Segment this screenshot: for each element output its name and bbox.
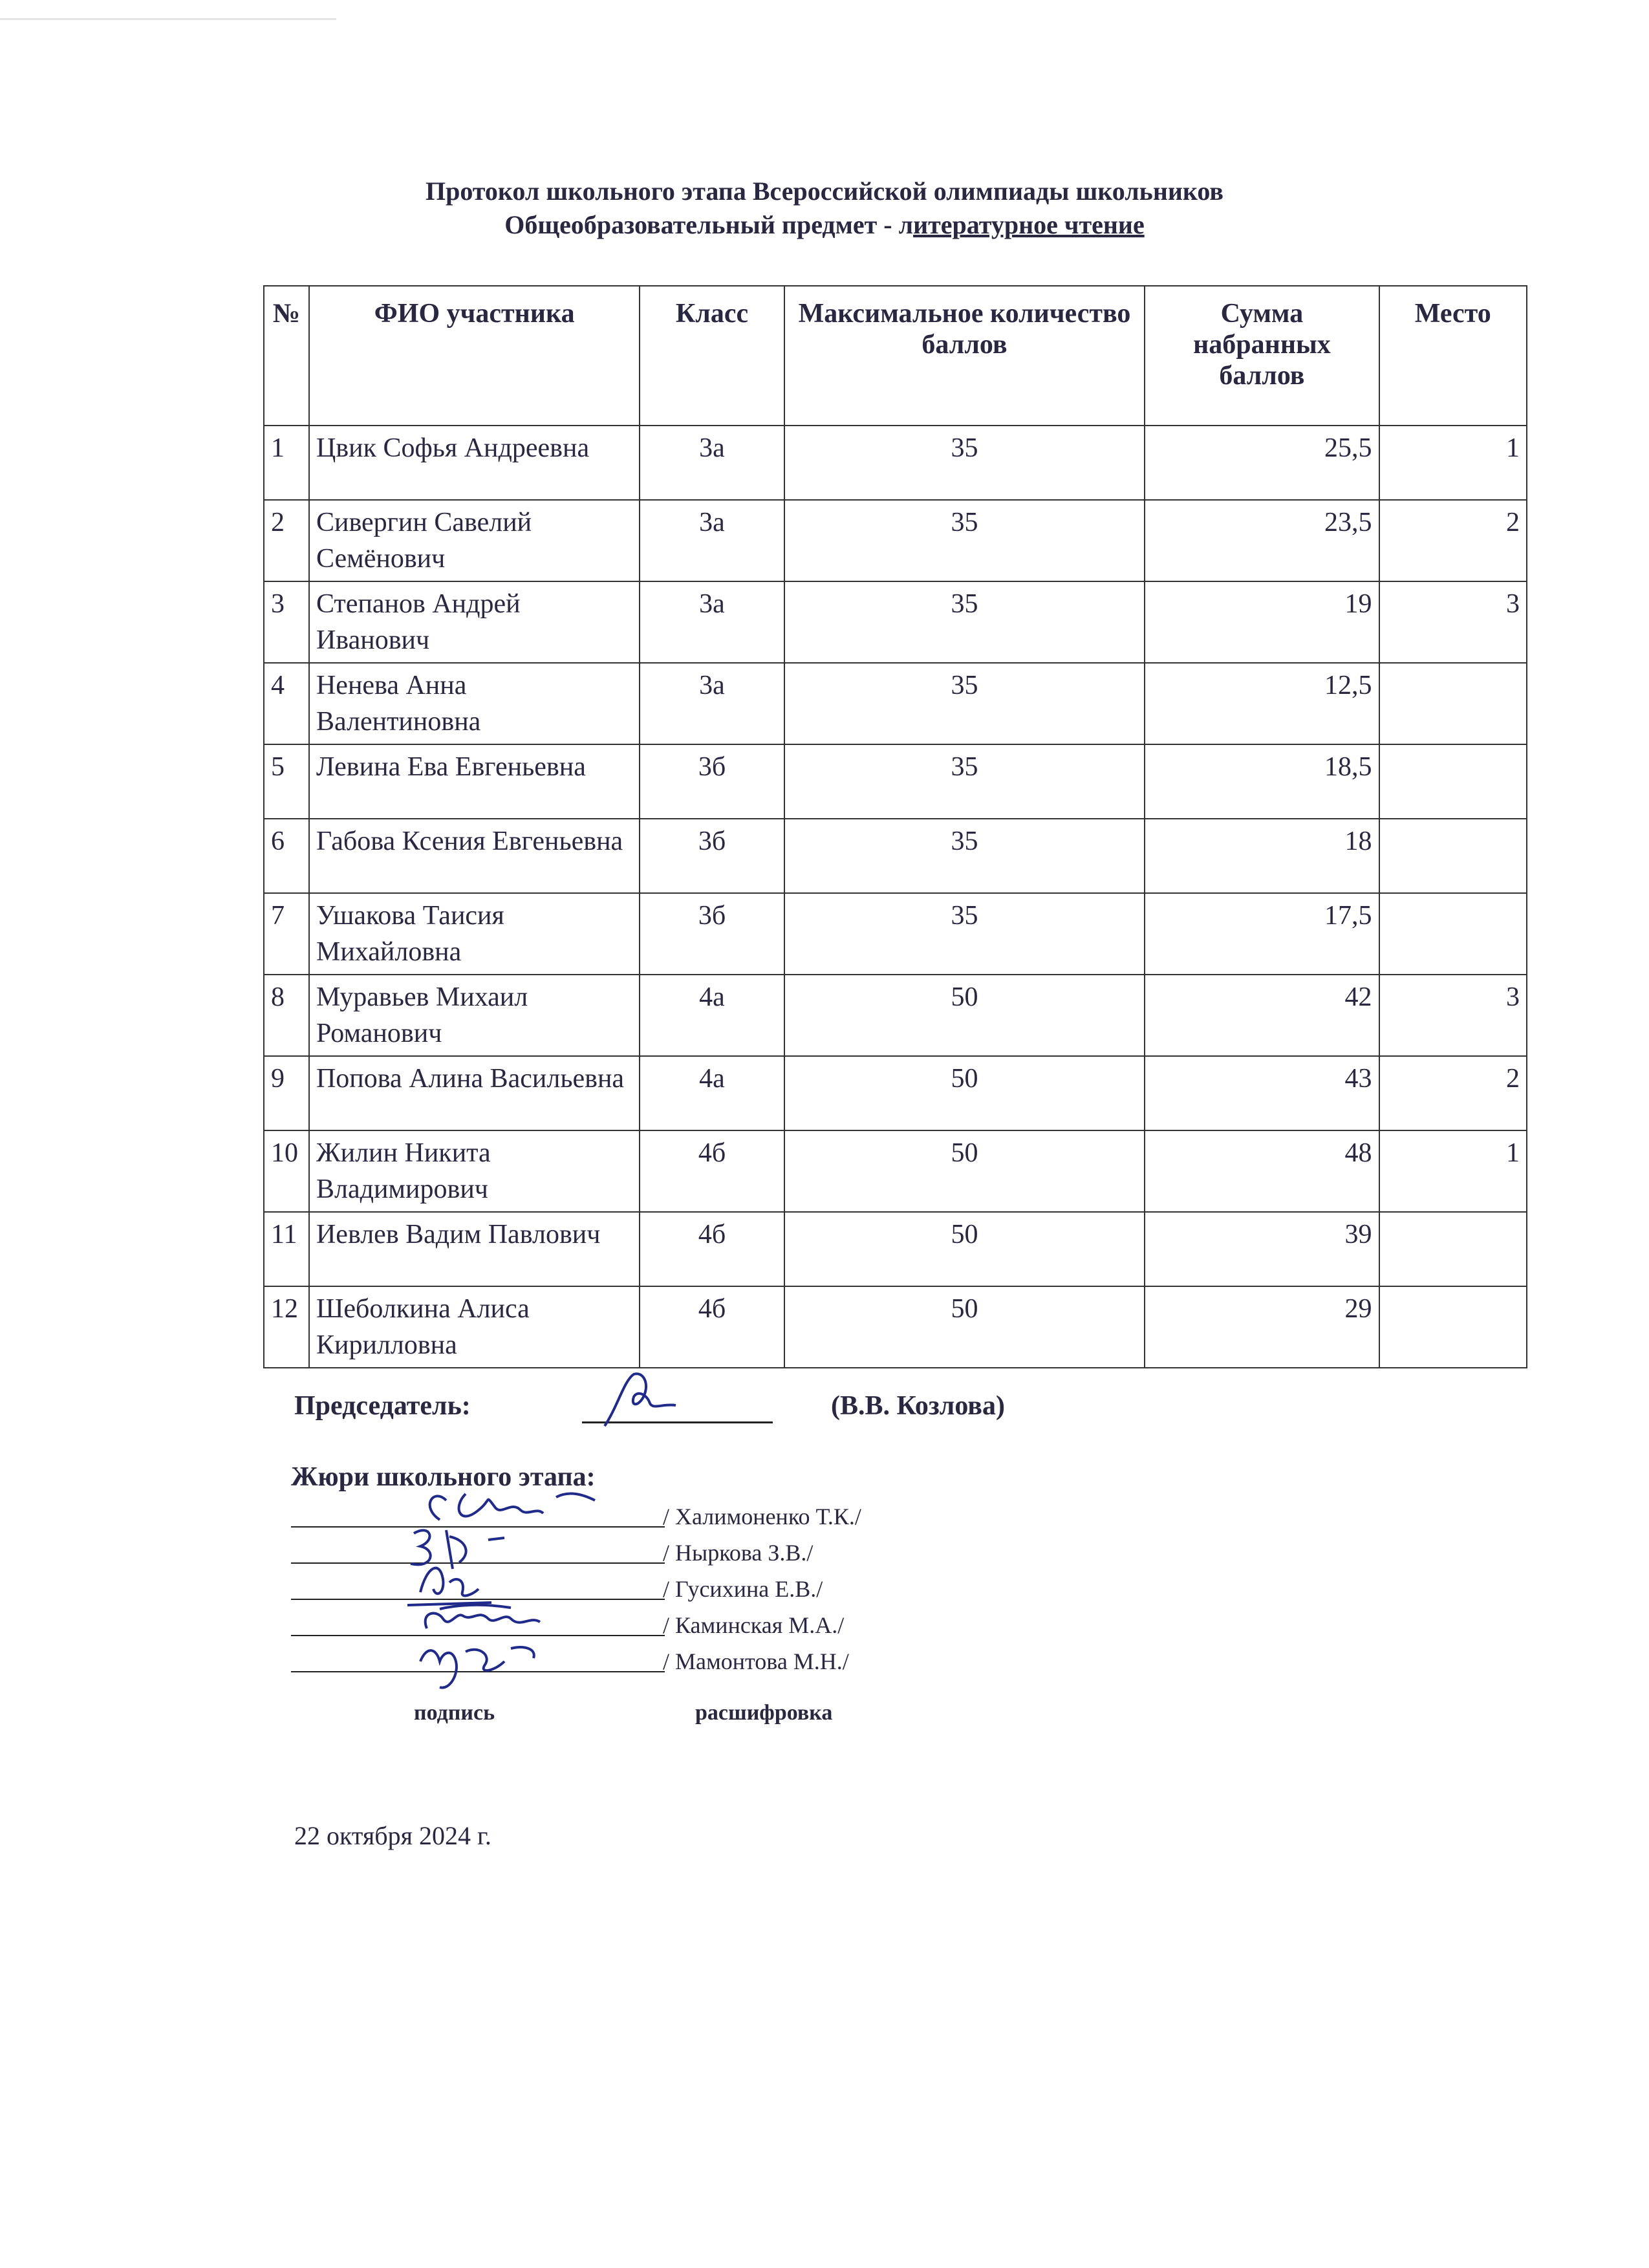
row-num: 4 bbox=[264, 663, 309, 744]
row-num: 12 bbox=[264, 1286, 309, 1368]
jury-member: / Гусихина Е.В./ bbox=[663, 1576, 823, 1602]
document-date: 22 октября 2024 г. bbox=[294, 1821, 491, 1850]
participant-name: Левина Ева Евгеньевна bbox=[309, 744, 640, 819]
max-score: 50 bbox=[784, 975, 1145, 1056]
participant-name: Габова Ксения Евгеньевна bbox=[309, 819, 640, 893]
table-row bbox=[264, 744, 1527, 819]
header-class: Класс bbox=[640, 286, 784, 426]
max-score: 50 bbox=[784, 1056, 1145, 1130]
table-row bbox=[264, 819, 1527, 893]
table-row bbox=[264, 1212, 1527, 1286]
max-score: 35 bbox=[784, 893, 1145, 975]
participant-name: Ушакова Таисия Михайловна bbox=[309, 893, 640, 975]
table-row bbox=[264, 1286, 1527, 1368]
row-num: 8 bbox=[264, 975, 309, 1056]
place: 3 bbox=[1379, 581, 1527, 663]
table-row bbox=[264, 1056, 1527, 1130]
scan-edge-mark bbox=[0, 18, 336, 20]
header-place: Место bbox=[1379, 286, 1527, 426]
max-score: 50 bbox=[784, 1286, 1145, 1368]
place: 3 bbox=[1379, 975, 1527, 1056]
participant-name: Шеболкина Алиса Кирилловна bbox=[309, 1286, 640, 1368]
jury-title: Жюри школьного этапа: bbox=[291, 1462, 596, 1492]
participant-class: 3б bbox=[640, 819, 784, 893]
participant-name: Цвик Софья Андреевна bbox=[309, 426, 640, 500]
table-row bbox=[264, 663, 1527, 744]
participant-class: 3б bbox=[640, 893, 784, 975]
score-total: 25,5 bbox=[1145, 426, 1379, 500]
header-sum: Сумма набранных баллов bbox=[1145, 286, 1379, 426]
max-score: 50 bbox=[784, 1130, 1145, 1212]
score-total: 17,5 bbox=[1145, 893, 1379, 975]
table-row bbox=[264, 893, 1527, 975]
participant-class: 4а bbox=[640, 975, 784, 1056]
table-row bbox=[264, 500, 1527, 581]
row-num: 1 bbox=[264, 426, 309, 500]
max-score: 50 bbox=[784, 1212, 1145, 1286]
row-num: 3 bbox=[264, 581, 309, 663]
max-score: 35 bbox=[784, 500, 1145, 581]
document-title bbox=[0, 175, 1649, 242]
title-line-1: Протокол школьного этапа Всероссийской олимпиады школьников bbox=[425, 177, 1224, 206]
score-total: 18,5 bbox=[1145, 744, 1379, 819]
max-score: 35 bbox=[784, 581, 1145, 663]
participant-class: 4б bbox=[640, 1130, 784, 1212]
table-row bbox=[264, 581, 1527, 663]
participant-class: 4а bbox=[640, 1056, 784, 1130]
jury-member: / Каминская М.А./ bbox=[663, 1612, 845, 1638]
title-line-2 bbox=[0, 208, 1649, 242]
max-score: 35 bbox=[784, 744, 1145, 819]
participant-class: 3а bbox=[640, 581, 784, 663]
score-total: 39 bbox=[1145, 1212, 1379, 1286]
row-num: 9 bbox=[264, 1056, 309, 1130]
table-header-row bbox=[264, 286, 1527, 426]
participant-name: Иевлев Вадим Павлович bbox=[309, 1212, 640, 1286]
jury-member: / Мамонтова М.Н./ bbox=[663, 1648, 849, 1674]
participant-class: 3б bbox=[640, 744, 784, 819]
chair-signature bbox=[598, 1368, 689, 1440]
chair-name: (В.В. Козлова) bbox=[831, 1391, 1005, 1421]
signature-legend bbox=[0, 1701, 905, 1733]
table-row bbox=[264, 975, 1527, 1056]
participant-name: Сивергин Савелий Семёнович bbox=[309, 500, 640, 581]
row-num: 11 bbox=[264, 1212, 309, 1286]
place bbox=[1379, 1286, 1527, 1368]
row-num: 2 bbox=[264, 500, 309, 581]
participant-name: Муравьев Михаил Романович bbox=[309, 975, 640, 1056]
participant-name: Жилин Никита Владимирович bbox=[309, 1130, 640, 1212]
participant-name: Ненева Анна Валентиновна bbox=[309, 663, 640, 744]
score-total: 43 bbox=[1145, 1056, 1379, 1130]
row-num: 6 bbox=[264, 819, 309, 893]
score-total: 48 bbox=[1145, 1130, 1379, 1212]
max-score: 35 bbox=[784, 426, 1145, 500]
signature-label: подпись bbox=[414, 1701, 495, 1725]
place bbox=[1379, 744, 1527, 819]
participant-class: 4б bbox=[640, 1212, 784, 1286]
place bbox=[1379, 819, 1527, 893]
header-num: № bbox=[264, 286, 309, 426]
participant-class: 4б bbox=[640, 1286, 784, 1368]
participant-name: Попова Алина Васильевна bbox=[309, 1056, 640, 1130]
participant-class: 3а bbox=[640, 500, 784, 581]
place: 1 bbox=[1379, 1130, 1527, 1212]
participant-name: Степанов Андрей Иванович bbox=[309, 581, 640, 663]
place bbox=[1379, 893, 1527, 975]
subject-prefix: Общеобразовательный предмет - л bbox=[504, 210, 914, 239]
table-row bbox=[264, 426, 1527, 500]
jury-member: / Халимоненко Т.К./ bbox=[663, 1504, 861, 1529]
header-max: Максимальное количество баллов bbox=[784, 286, 1145, 426]
max-score: 35 bbox=[784, 819, 1145, 893]
place bbox=[1379, 1212, 1527, 1286]
participant-class: 3а bbox=[640, 426, 784, 500]
place bbox=[1379, 663, 1527, 744]
score-total: 23,5 bbox=[1145, 500, 1379, 581]
score-total: 18 bbox=[1145, 819, 1379, 893]
jury-signature bbox=[382, 1626, 588, 1700]
score-total: 19 bbox=[1145, 581, 1379, 663]
score-total: 12,5 bbox=[1145, 663, 1379, 744]
row-num: 5 bbox=[264, 744, 309, 819]
row-num: 7 bbox=[264, 893, 309, 975]
decode-label: расшифровка bbox=[695, 1701, 833, 1725]
score-total: 29 bbox=[1145, 1286, 1379, 1368]
place: 2 bbox=[1379, 1056, 1527, 1130]
jury-signatures bbox=[291, 1500, 1067, 1681]
max-score: 35 bbox=[784, 663, 1145, 744]
row-num: 10 bbox=[264, 1130, 309, 1212]
score-total: 42 bbox=[1145, 975, 1379, 1056]
jury-member: / Ныркова З.В./ bbox=[663, 1540, 814, 1566]
jury-row bbox=[291, 1645, 1067, 1681]
results-table bbox=[263, 285, 1527, 1368]
subject-name: итературное чтение bbox=[913, 210, 1145, 239]
place: 2 bbox=[1379, 500, 1527, 581]
header-name: ФИО участника bbox=[309, 286, 640, 426]
chair-signature-block bbox=[294, 1384, 1264, 1436]
table-row bbox=[264, 1130, 1527, 1212]
place: 1 bbox=[1379, 426, 1527, 500]
chair-label: Председатель: bbox=[294, 1391, 471, 1421]
participant-class: 3а bbox=[640, 663, 784, 744]
